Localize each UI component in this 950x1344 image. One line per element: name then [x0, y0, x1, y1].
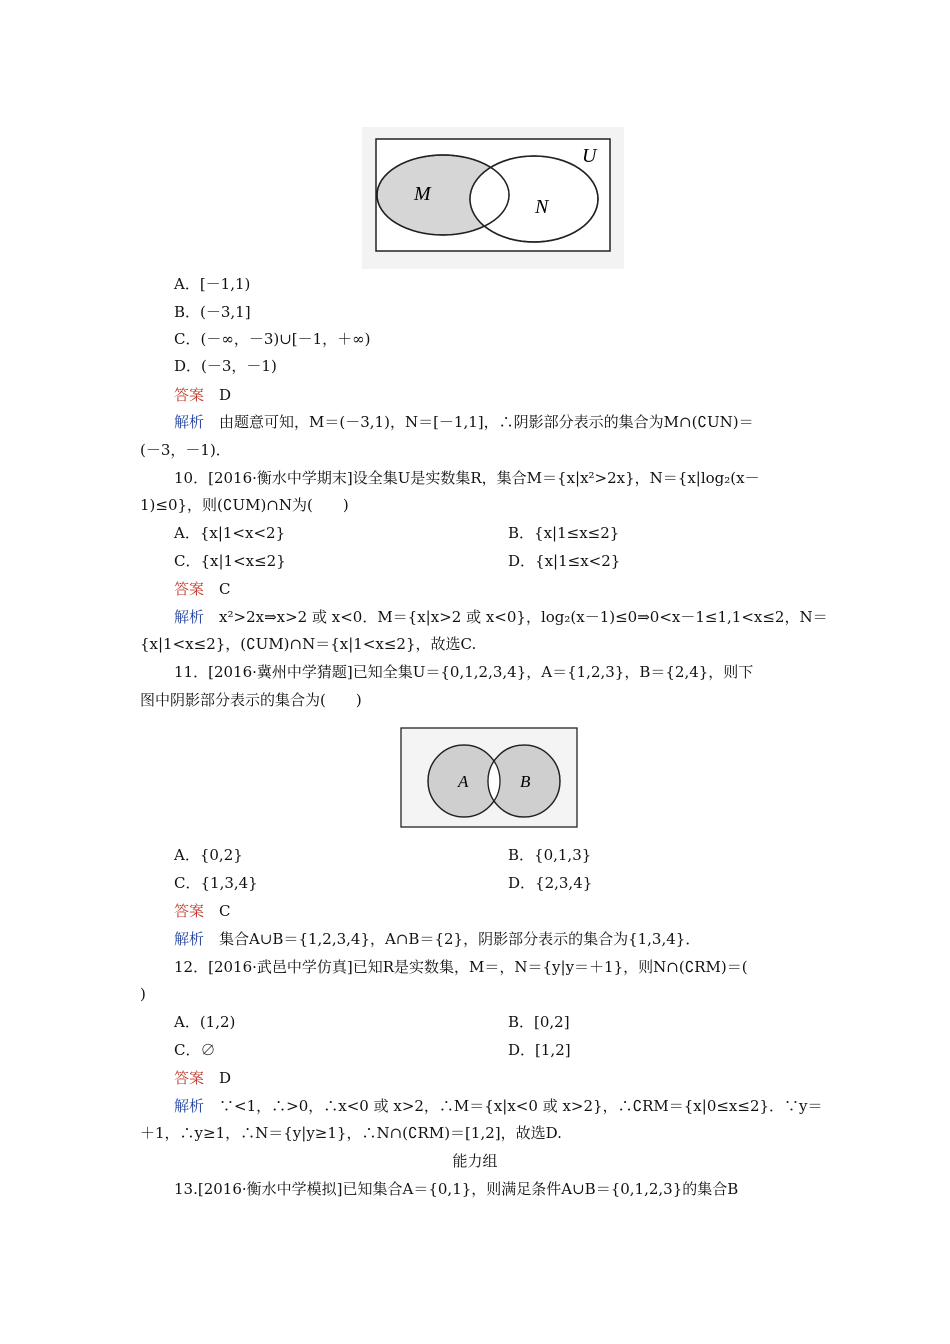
q12-stem-line-1: 12．[2016·武邑中学仿真]已知R是实数集，M＝，N＝{y|y＝＋1}，则N∩(∁RM)＝(: [174, 958, 748, 976]
analysis-tag: 解析: [174, 1097, 205, 1115]
venn-diagram-a-b: [400, 727, 582, 831]
q9-analysis-line-2: (－3，－1)．: [140, 441, 231, 459]
q12-option-a: A．(1,2): [174, 1013, 236, 1031]
q9-option-b: B．(－3,1]: [174, 303, 251, 321]
q9-option-a: A．[－1,1): [174, 275, 251, 293]
q10-analysis-line-1: 解析 x²>2x⇒x>2 或 x<0．M＝{x|x>2 或 x<0}，log₂(x－1)≤0⇒0<x－1≤1,1<x≤2，N＝: [174, 608, 828, 626]
analysis-tag: 解析: [174, 413, 205, 431]
venn-diagram-m-n: [362, 127, 624, 269]
q12-answer: [174, 1068, 231, 1088]
q11-option-c: C．{1,3,4}: [174, 874, 258, 892]
q9-option-c: C．(－∞，－3)∪[－1，＋∞): [174, 330, 371, 348]
q10-option-b: B．{x|1≤x≤2}: [508, 524, 620, 542]
answer-value: C: [219, 902, 231, 920]
answer-value: C: [219, 580, 231, 598]
label-b: B: [520, 772, 531, 791]
q12-option-d: D．[1,2]: [508, 1041, 571, 1059]
answer-tag: 答案: [174, 386, 205, 404]
q11-option-a: A．{0,2}: [174, 846, 243, 864]
answer-tag: 答案: [174, 1069, 205, 1087]
q10-option-d: D．{x|1≤x<2}: [508, 552, 621, 570]
analysis-tag: 解析: [174, 608, 205, 626]
q10-stem-line-2: 1)≤0}，则(∁UM)∩N为( ): [140, 496, 349, 514]
q10-option-c: C．{x|1<x≤2}: [174, 552, 286, 570]
q12-analysis-line-2: ＋1，∴y≥1，∴N＝{y|y≥1}，∴N∩(∁RM)＝[1,2]，故选D.: [140, 1124, 562, 1142]
q11-option-d: D．{2,3,4}: [508, 874, 593, 892]
analysis-tag: 解析: [174, 930, 205, 948]
answer-tag: 答案: [174, 580, 205, 598]
q9-analysis-line-1: 解析 由题意可知，M＝(－3,1)，N＝[－1,1]，∴阴影部分表示的集合为M∩(∁UN)＝: [174, 413, 754, 431]
label-n: N: [535, 196, 549, 218]
q10-option-a: A．{x|1<x<2}: [174, 524, 286, 542]
q10-analysis-line-2: {x|1<x≤2}，(∁UM)∩N＝{x|1<x≤2}，故选C.: [140, 635, 477, 653]
answer-value: D: [219, 1069, 232, 1087]
q9-answer: [174, 385, 231, 405]
q12-option-c: C．∅: [174, 1041, 216, 1059]
label-u: U: [582, 145, 597, 167]
label-a: A: [458, 772, 469, 791]
q11-stem-line-1: 11．[2016·冀州中学猜题]已知全集U＝{0,1,2,3,4}，A＝{1,2,3}，B＝{2,4}，则下: [174, 663, 754, 681]
q10-stem-line-1: 10．[2016·衡水中学期末]设全集U是实数集R，集合M＝{x|x²>2x}，N＝{x|log₂(x－: [174, 469, 760, 487]
label-m: M: [414, 183, 431, 205]
q9-option-d: D．(－3，－1): [174, 357, 277, 375]
q12-analysis-line-1: 解析 ∵<1，∴>0，∴x<0 或 x>2，∴M＝{x|x<0 或 x>2}，∴∁RM＝{x|0≤x≤2}．∵y＝: [174, 1097, 823, 1115]
q13-stem-line-1: 13.[2016·衡水中学模拟]已知集合A＝{0,1}，则满足条件A∪B＝{0,1,2,3}的集合B: [174, 1180, 739, 1198]
answer-value: D: [219, 386, 232, 404]
q11-option-b: B．{0,1,3}: [508, 846, 592, 864]
section-title: 能力组: [452, 1152, 498, 1170]
q12-stem-line-2: ): [140, 985, 146, 1003]
answer-tag: 答案: [174, 902, 205, 920]
q11-analysis-line-1: 解析 集合A∪B＝{1,2,3,4}，A∩B＝{2}，阴影部分表示的集合为{1,3,4}．: [174, 930, 701, 948]
q11-answer: [174, 901, 231, 921]
q12-option-b: B．[0,2]: [508, 1013, 570, 1031]
q11-stem-line-2: 图中阴影部分表示的集合为( ): [140, 691, 362, 709]
q10-answer: [174, 579, 231, 599]
